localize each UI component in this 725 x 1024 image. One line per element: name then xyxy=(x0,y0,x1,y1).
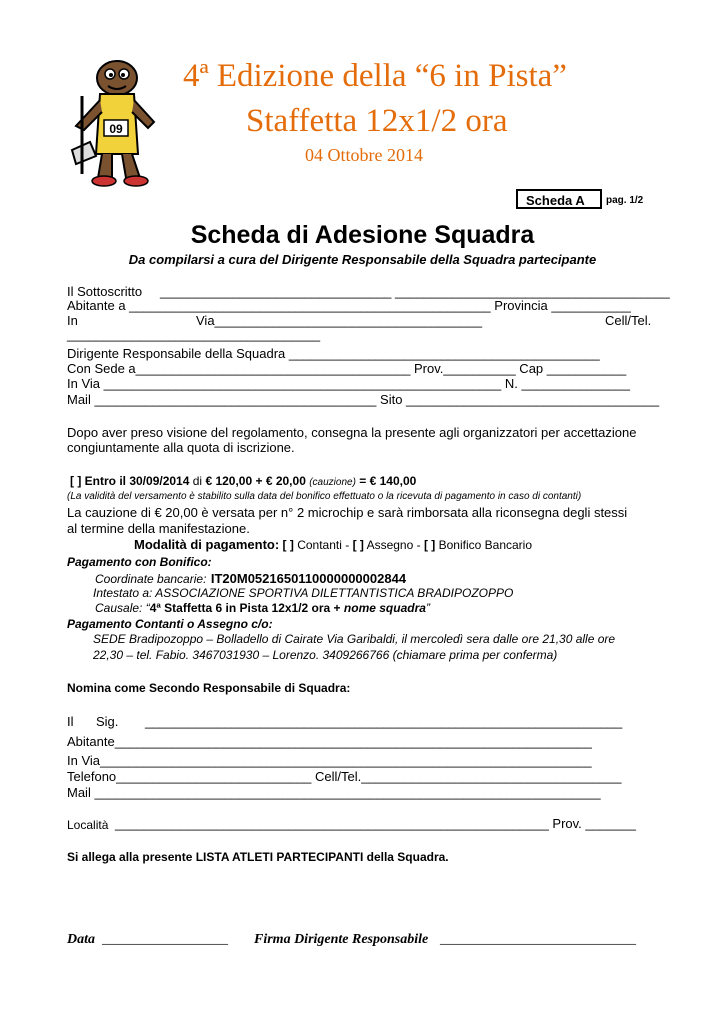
second-localita-field[interactable]: ____________________________________________________________ Prov. _______ xyxy=(115,816,637,831)
second-il: Il xyxy=(67,714,74,729)
second-sig-field[interactable]: __________________________________________________________________ xyxy=(145,714,623,729)
contanti-checkbox[interactable]: [ ] xyxy=(282,538,294,552)
second-abitante-field[interactable]: Abitante__________________________________________________________________ xyxy=(67,734,592,749)
in-label: In xyxy=(67,313,78,328)
second-telefono-field[interactable]: Telefono___________________________ Cell/Tel.____________________________________ xyxy=(67,769,622,784)
causale-line xyxy=(95,601,430,615)
sottoscritto-field[interactable]: ________________________________ ______________________________________ xyxy=(160,284,670,299)
fee-checkbox[interactable]: [ ] xyxy=(70,474,82,488)
data-label: Data xyxy=(67,932,95,947)
form-subtitle: Da compilarsi a cura del Dirigente Responsabile della Squadra partecipante xyxy=(128,252,597,267)
payment-label: Modalità di pagamento: xyxy=(134,537,280,552)
contanti-option: Contanti - xyxy=(297,538,350,552)
bonifico-heading: Pagamento con Bonifico: xyxy=(67,555,212,569)
event-subtitle: Staffetta 12x1/2 ora xyxy=(246,103,508,139)
assegno-option: Assegno - xyxy=(366,538,421,552)
fee-amounts: € 120,00 + € 20,00 xyxy=(205,474,306,488)
mascot-badge-number: 09 xyxy=(109,122,123,136)
dirigente-field[interactable]: Dirigente Responsabile della Squadra ___________________________________________ xyxy=(67,346,600,361)
deposit-text-1: La cauzione di € 20,00 è versata per n° 2 microchip e sarà rimborsata alla riconsegna degli stessi xyxy=(67,505,628,520)
abitante-field[interactable]: Abitante a __________________________________________________ Provincia ___________ xyxy=(67,298,631,313)
validity-note: (La validità del versamento è stabilito sulla data del bonifico effettuato o la ricevuta di pagamento in caso di contanti) xyxy=(67,491,582,502)
data-field[interactable]: __________________ xyxy=(102,932,228,947)
iban-value: IT20M0521650110000000002844 xyxy=(210,571,407,586)
fee-line xyxy=(70,474,416,488)
bonifico-checkbox[interactable]: [ ] xyxy=(423,538,436,552)
via-field[interactable]: Via_____________________________________ xyxy=(196,313,483,328)
allega-text: Si allega alla presente LISTA ATLETI PARTECIPANTI della Squadra. xyxy=(67,850,449,864)
event-date: 04 Ottobre 2014 xyxy=(305,145,423,165)
payment-methods xyxy=(134,537,532,552)
second-localita-label: Località xyxy=(67,818,109,832)
firma-field[interactable]: ____________________________ xyxy=(440,932,636,947)
form-title: Scheda di Adesione Squadra xyxy=(190,221,535,249)
second-heading: Nomina come Secondo Responsabile di Squadra: xyxy=(67,681,351,695)
fee-cauzione: (cauzione) xyxy=(309,477,356,488)
sede-field[interactable]: Con Sede a______________________________________ Prov.__________ Cap ___________ xyxy=(67,361,627,376)
page-number: pag. 1/2 xyxy=(606,195,644,206)
second-sig: Sig. xyxy=(96,714,119,729)
consent-text-1: Dopo aver preso visione del regolamento, consegna la presente agli organizzatori per accettazione xyxy=(67,425,637,440)
second-mail-field[interactable]: Mail ______________________________________________________________________ xyxy=(67,785,601,800)
intestato-text: Intestato a: ASSOCIAZIONE SPORTIVA DILETTANTISTICA BRADIPOZOPPO xyxy=(93,586,514,600)
sloth-runner-mascot-icon xyxy=(62,56,166,188)
fee-total: = € 140,00 xyxy=(359,474,417,488)
assegno-checkbox[interactable]: [ ] xyxy=(352,538,364,552)
causale-prefix: Causale: “ xyxy=(95,601,150,615)
causale-italic: nome squadra xyxy=(343,601,426,615)
sottoscritto-label: Il Sottoscritto xyxy=(67,284,143,299)
bonifico-option: Bonifico Bancario xyxy=(438,538,532,552)
scheda-label: Scheda A xyxy=(516,189,602,209)
cell-field[interactable]: ___________________________________ xyxy=(67,327,321,342)
causale-bold: 4ª Staffetta 6 in Pista 12x1/2 ora + xyxy=(149,601,344,615)
fee-di: di xyxy=(192,474,203,488)
fee-deadline: Entro il 30/09/2014 xyxy=(84,474,190,488)
sede-text-2: 22,30 – tel. Fabio. 3467031930 – Lorenzo. 3409266766 (chiamare prima per conferma) xyxy=(93,648,558,662)
mail-field[interactable]: Mail _______________________________________ Sito ___________________________________ xyxy=(67,392,660,407)
firma-label: Firma Dirigente Responsabile xyxy=(254,932,429,947)
iban-label: Coordinate bancarie: xyxy=(95,572,207,586)
contanti-heading: Pagamento Contanti o Assegno c/o: xyxy=(67,617,273,631)
causale-suffix: ” xyxy=(425,601,430,615)
deposit-text-2: al termine della manifestazione. xyxy=(67,521,250,536)
second-invia-field[interactable]: In Via____________________________________________________________________ xyxy=(67,753,592,768)
sede-text-1: SEDE Bradipozoppo – Bolladello di Cairate Via Garibaldi, il mercoledì sera dalle ore 21,30 alle ore xyxy=(93,632,616,646)
consent-text-2: congiuntamente alla quota di iscrizione. xyxy=(67,440,295,455)
in-via-field[interactable]: In Via _______________________________________________________ N. _______________ xyxy=(67,376,630,391)
cell-label: Cell/Tel. xyxy=(605,313,652,328)
event-title: 4ª Edizione della “6 in Pista” xyxy=(183,58,567,94)
